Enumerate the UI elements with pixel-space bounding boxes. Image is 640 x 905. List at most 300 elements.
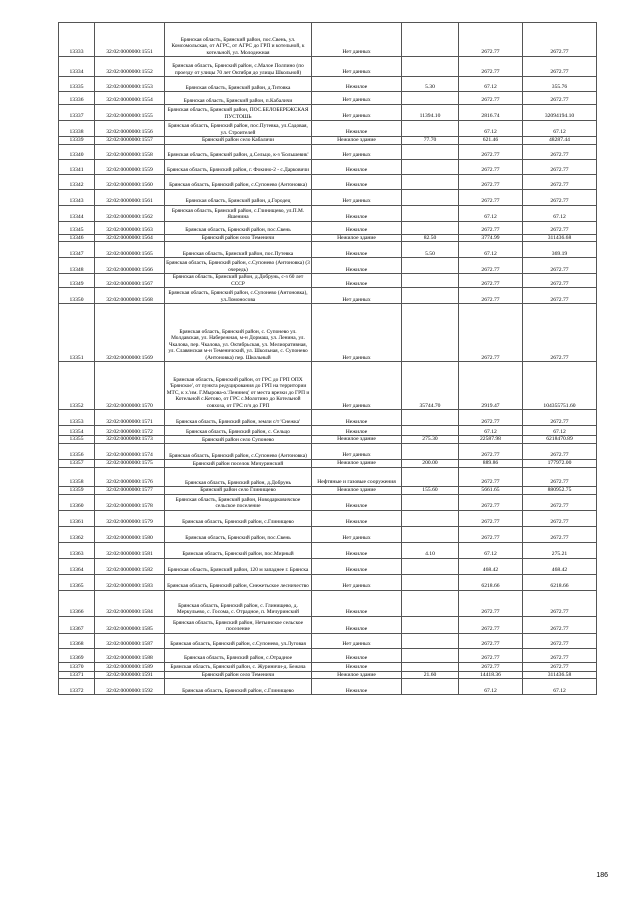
cell-addr: Брянская область, Брянский район, д.Сельцо, к-з 'Большевик' <box>165 144 312 159</box>
cell-total: 880952.75 <box>523 487 597 495</box>
cell-area: 5.50 <box>402 242 459 258</box>
cell-area <box>402 679 459 695</box>
cell-n: 13333 <box>59 23 95 57</box>
table-row <box>59 410 597 426</box>
cell-ks: 2672.77 <box>459 159 523 174</box>
cell-n: 13346 <box>59 234 95 242</box>
cell-total: 2672.77 <box>523 174 597 189</box>
cell-total: 2672.77 <box>523 258 597 274</box>
cell-addr: Брянская область, Брянский район, с.Глинищево, ул.П.М. Яшенина <box>165 205 312 221</box>
cell-addr: Брянская область, Брянский район, с.Глинищево <box>165 510 312 526</box>
property-table <box>58 22 597 695</box>
table-row <box>59 234 597 242</box>
cell-total: 67.12 <box>523 121 597 137</box>
table-row <box>59 487 597 495</box>
cell-code: 32:02:0000000:1580 <box>95 526 165 542</box>
cell-n: 13347 <box>59 242 95 258</box>
cell-n: 13344 <box>59 205 95 221</box>
cell-type: Нежилое <box>312 662 402 671</box>
table-row <box>59 574 597 590</box>
cell-area: 35744.70 <box>402 362 459 410</box>
cell-addr: Брянская область, Брянский район, с.Глинищево <box>165 679 312 695</box>
cell-total: 2672.77 <box>523 189 597 205</box>
cell-n: 13343 <box>59 189 95 205</box>
cell-n: 13371 <box>59 671 95 679</box>
cell-total: 2672.77 <box>523 616 597 633</box>
cell-type: Нежилое <box>312 121 402 137</box>
cell-ks: 2672.77 <box>459 616 523 633</box>
cell-area <box>402 510 459 526</box>
cell-ks: 2672.77 <box>459 23 523 57</box>
cell-area <box>402 221 459 234</box>
cell-total: 2672.77 <box>523 92 597 105</box>
cell-type: Нежилое здание <box>312 436 402 444</box>
cell-ks: 3774.99 <box>459 234 523 242</box>
cell-code: 32:02:0000000:1589 <box>95 662 165 671</box>
cell-total: 2672.77 <box>523 590 597 616</box>
cell-area <box>402 288 459 304</box>
cell-code: 32:02:0000000:1582 <box>95 558 165 574</box>
cell-area <box>402 616 459 633</box>
cell-n: 13341 <box>59 159 95 174</box>
cell-code: 32:02:0000000:1581 <box>95 542 165 558</box>
cell-total: 2672.77 <box>523 274 597 288</box>
cell-code: 32:02:0000000:1583 <box>95 574 165 590</box>
cell-ks: 67.12 <box>459 242 523 258</box>
cell-code: 32:02:0000000:1569 <box>95 304 165 362</box>
cell-ks: 2672.77 <box>459 510 523 526</box>
cell-total: 2672.77 <box>523 57 597 77</box>
cell-area: 200.00 <box>402 460 459 468</box>
cell-n: 13365 <box>59 574 95 590</box>
table-row <box>59 426 597 436</box>
cell-code: 32:02:0000000:1568 <box>95 288 165 304</box>
cell-ks: 889.86 <box>459 460 523 468</box>
cell-ks: 2672.77 <box>459 189 523 205</box>
cell-type: Нежилое здание <box>312 460 402 468</box>
table-row <box>59 444 597 460</box>
cell-addr: Брянская область, Брянский район, от ГРС до ГРП ОПХ 'Брянское', от пункта редуцирования до ГРП на территории МТС, к х.'им. Г.Мырова-о.'Ленинец' от места врезки до ГРП и Котельной с.Кетово, от ГРС с.Молотино до Котельной совхоза, от ГРС п/ч до ГРП <box>165 362 312 410</box>
table-row <box>59 494 597 510</box>
table-row <box>59 189 597 205</box>
cell-addr: Брянская область, Брянский район, с. Глинищево, д. Меркульево, с. Госома, с. Отрадное, п. Мичуринский <box>165 590 312 616</box>
table-row <box>59 57 597 77</box>
cell-n: 13352 <box>59 362 95 410</box>
page-number: 186 <box>596 872 608 879</box>
cell-ks: 5661.65 <box>459 487 523 495</box>
cell-n: 13361 <box>59 510 95 526</box>
cell-type: Нежилое <box>312 77 402 92</box>
cell-addr: Брянская область, Брянский район, с.Супонево (Антоновка) <box>165 444 312 460</box>
cell-total: 104355751.60 <box>523 362 597 410</box>
cell-code: 32:02:0000000:1579 <box>95 510 165 526</box>
cell-type: Нет данных <box>312 92 402 105</box>
table-row <box>59 679 597 695</box>
table-row <box>59 526 597 542</box>
cell-total: 67.12 <box>523 679 597 695</box>
cell-n: 13358 <box>59 468 95 487</box>
cell-type: Нет данных <box>312 288 402 304</box>
cell-ks: 2672.77 <box>459 92 523 105</box>
table-row <box>59 468 597 487</box>
cell-code: 32:02:0000000:1561 <box>95 189 165 205</box>
cell-type: Нежилое <box>312 558 402 574</box>
cell-n: 13349 <box>59 274 95 288</box>
cell-addr: Брянская область, Брянский район, пос.Путевка <box>165 242 312 258</box>
document-sheet <box>58 22 596 695</box>
cell-addr: Брянская область, Брянский район, с. Журиничи-д. Бежача <box>165 662 312 671</box>
cell-type: Нежилое <box>312 242 402 258</box>
cell-ks: 2672.77 <box>459 468 523 487</box>
cell-area <box>402 662 459 671</box>
cell-addr: Брянская область, Брянский район, с.Супонево (Антоновка) <box>165 174 312 189</box>
table-row <box>59 648 597 662</box>
cell-type: Нежилое <box>312 494 402 510</box>
cell-type: Нет данных <box>312 105 402 121</box>
cell-type: Нет данных <box>312 23 402 57</box>
cell-total: 311436.68 <box>523 234 597 242</box>
table-row <box>59 258 597 274</box>
cell-code: 32:02:0000000:1585 <box>95 616 165 633</box>
cell-total: 2672.77 <box>523 662 597 671</box>
cell-total: 2672.77 <box>523 648 597 662</box>
table-row <box>59 590 597 616</box>
cell-code: 32:02:0000000:1564 <box>95 234 165 242</box>
table-row <box>59 671 597 679</box>
cell-type: Нежилое <box>312 410 402 426</box>
cell-n: 13353 <box>59 410 95 426</box>
cell-n: 13348 <box>59 258 95 274</box>
table-row <box>59 105 597 121</box>
cell-ks: 2672.77 <box>459 526 523 542</box>
cell-code: 32:02:0000000:1577 <box>95 487 165 495</box>
cell-code: 32:02:0000000:1559 <box>95 159 165 174</box>
cell-code: 32:02:0000000:1572 <box>95 426 165 436</box>
cell-ks: 6218.66 <box>459 574 523 590</box>
cell-type: Нет данных <box>312 526 402 542</box>
cell-type: Нежилое <box>312 205 402 221</box>
table-row <box>59 633 597 648</box>
cell-total: 2672.77 <box>523 510 597 526</box>
cell-code: 32:02:0000000:1588 <box>95 648 165 662</box>
cell-area: 5.30 <box>402 77 459 92</box>
cell-area: 275.30 <box>402 436 459 444</box>
cell-type: Нежилое здание <box>312 671 402 679</box>
cell-addr: Брянский район село Глинищево <box>165 487 312 495</box>
cell-area: 4.10 <box>402 542 459 558</box>
cell-addr: Брянская область, Брянский район, ПОС.БЕЛОБЕРЕЖСКАЯ ПУСТОШЬ <box>165 105 312 121</box>
cell-ks: 2672.77 <box>459 258 523 274</box>
cell-total: 369.19 <box>523 242 597 258</box>
table-row <box>59 616 597 633</box>
cell-total: 2672.77 <box>523 221 597 234</box>
cell-area: 82.50 <box>402 234 459 242</box>
cell-code: 32:02:0000000:1573 <box>95 436 165 444</box>
cell-code: 32:02:0000000:1591 <box>95 671 165 679</box>
cell-type: Нет данных <box>312 304 402 362</box>
cell-addr: Брянская область, Брянский район, с.Супонево (Антоновка), ул.Ломоносова <box>165 288 312 304</box>
cell-n: 13364 <box>59 558 95 574</box>
table-row <box>59 242 597 258</box>
cell-code: 32:02:0000000:1551 <box>95 23 165 57</box>
cell-code: 32:02:0000000:1587 <box>95 633 165 648</box>
cell-code: 32:02:0000000:1574 <box>95 444 165 460</box>
cell-area <box>402 304 459 362</box>
cell-total: 355.76 <box>523 77 597 92</box>
cell-addr: Брянский район село Теменичи <box>165 671 312 679</box>
cell-code: 32:02:0000000:1592 <box>95 679 165 695</box>
cell-area <box>402 633 459 648</box>
cell-n: 13351 <box>59 304 95 362</box>
cell-ks: 67.12 <box>459 426 523 436</box>
cell-ks: 67.12 <box>459 542 523 558</box>
table-row <box>59 159 597 174</box>
cell-code: 32:02:0000000:1567 <box>95 274 165 288</box>
cell-addr: Брянская область, Брянский район, пос.Путевка, ул.Садовая, ул. Строителей <box>165 121 312 137</box>
cell-total: 2672.77 <box>523 526 597 542</box>
cell-total: 2672.77 <box>523 288 597 304</box>
table-row <box>59 174 597 189</box>
cell-ks: 468.42 <box>459 558 523 574</box>
cell-addr: Брянская область, Брянский район, земли с/т 'Снежка' <box>165 410 312 426</box>
cell-total: 2672.77 <box>523 144 597 159</box>
cell-area: 21.60 <box>402 671 459 679</box>
cell-addr: Брянская область, Брянский район, Снежетьское лесничество <box>165 574 312 590</box>
cell-n: 13356 <box>59 444 95 460</box>
table-row <box>59 304 597 362</box>
table-row <box>59 362 597 410</box>
cell-area <box>402 189 459 205</box>
table-row <box>59 460 597 468</box>
cell-ks: 621.46 <box>459 137 523 145</box>
cell-total: 177972.00 <box>523 460 597 468</box>
cell-code: 32:02:0000000:1552 <box>95 57 165 77</box>
cell-n: 13359 <box>59 487 95 495</box>
cell-type: Нежилое <box>312 590 402 616</box>
cell-addr: Брянская область, Брянский район, д.Добрунь, с-з 60 лет СССР <box>165 274 312 288</box>
cell-type: Нет данных <box>312 574 402 590</box>
cell-ks: 2672.77 <box>459 662 523 671</box>
cell-n: 13338 <box>59 121 95 137</box>
cell-addr: Брянская область, Брянский район, д.Городец <box>165 189 312 205</box>
cell-code: 32:02:0000000:1570 <box>95 362 165 410</box>
cell-addr: Брянская область, Брянский район, д.Титовка <box>165 77 312 92</box>
cell-ks: 2672.77 <box>459 288 523 304</box>
cell-code: 32:02:0000000:1556 <box>95 121 165 137</box>
cell-total: 2672.77 <box>523 410 597 426</box>
cell-addr: Брянская область, Брянский район, Нетьинское сельское поселение <box>165 616 312 633</box>
cell-n: 13368 <box>59 633 95 648</box>
cell-total: 32094194.10 <box>523 105 597 121</box>
cell-addr: Брянская область, Брянский район, с. Сельцо <box>165 426 312 436</box>
cell-type: Нежилое здание <box>312 137 402 145</box>
cell-code: 32:02:0000000:1558 <box>95 144 165 159</box>
cell-ks: 2672.77 <box>459 221 523 234</box>
cell-ks: 67.12 <box>459 679 523 695</box>
cell-addr: Брянский район село Супонево <box>165 436 312 444</box>
cell-n: 13342 <box>59 174 95 189</box>
table-row <box>59 205 597 221</box>
cell-area <box>402 205 459 221</box>
cell-ks: 2672.77 <box>459 144 523 159</box>
cell-area <box>402 258 459 274</box>
cell-n: 13363 <box>59 542 95 558</box>
cell-total: 2672.77 <box>523 468 597 487</box>
cell-type: Нет данных <box>312 144 402 159</box>
cell-addr: Брянская область, Брянский район, с.Супонево, ул.Луговая <box>165 633 312 648</box>
table-row <box>59 288 597 304</box>
cell-type: Нежилое <box>312 174 402 189</box>
table-row <box>59 121 597 137</box>
cell-n: 13345 <box>59 221 95 234</box>
cell-n: 13336 <box>59 92 95 105</box>
cell-type: Нежилое <box>312 159 402 174</box>
cell-type: Нежилое <box>312 616 402 633</box>
cell-code: 32:02:0000000:1555 <box>95 105 165 121</box>
cell-area <box>402 410 459 426</box>
table-row <box>59 92 597 105</box>
cell-addr: Брянская область, Брянский район, п.Кабаличи <box>165 92 312 105</box>
cell-total: 311436.58 <box>523 671 597 679</box>
cell-addr: Брянский район село Кабаличи <box>165 137 312 145</box>
cell-ks: 2672.77 <box>459 57 523 77</box>
cell-area: 77.70 <box>402 137 459 145</box>
cell-area <box>402 468 459 487</box>
cell-area: 11394.10 <box>402 105 459 121</box>
cell-addr: Брянская область, Брянский район, 120 м западнее г. Брянска <box>165 558 312 574</box>
cell-n: 13370 <box>59 662 95 671</box>
cell-area <box>402 426 459 436</box>
cell-type: Нежилое <box>312 510 402 526</box>
cell-n: 13339 <box>59 137 95 145</box>
cell-n: 13367 <box>59 616 95 633</box>
cell-area <box>402 590 459 616</box>
cell-ks: 2672.77 <box>459 648 523 662</box>
cell-type: Нежилое здание <box>312 487 402 495</box>
cell-area <box>402 144 459 159</box>
table-row <box>59 274 597 288</box>
cell-addr: Брянский район поселок Мичуринский <box>165 460 312 468</box>
cell-ks: 67.12 <box>459 121 523 137</box>
cell-area <box>402 526 459 542</box>
table-row <box>59 510 597 526</box>
cell-ks: 2672.77 <box>459 494 523 510</box>
cell-n: 13366 <box>59 590 95 616</box>
table-row <box>59 558 597 574</box>
cell-n: 13360 <box>59 494 95 510</box>
cell-area <box>402 23 459 57</box>
cell-area <box>402 574 459 590</box>
cell-total: 275.21 <box>523 542 597 558</box>
cell-addr: Брянская область, Брянский район, пос.Мирный <box>165 542 312 558</box>
cell-code: 32:02:0000000:1571 <box>95 410 165 426</box>
table-row <box>59 662 597 671</box>
cell-type: Нежилое <box>312 648 402 662</box>
cell-n: 13355 <box>59 436 95 444</box>
cell-n: 13372 <box>59 679 95 695</box>
cell-code: 32:02:0000000:1554 <box>95 92 165 105</box>
cell-type: Нежилое <box>312 542 402 558</box>
cell-n: 13335 <box>59 77 95 92</box>
cell-total: 468.42 <box>523 558 597 574</box>
cell-ks: 2919.47 <box>459 362 523 410</box>
cell-type: Нет данных <box>312 57 402 77</box>
cell-ks: 67.12 <box>459 77 523 92</box>
cell-n: 13340 <box>59 144 95 159</box>
cell-type: Нежилое здание <box>312 234 402 242</box>
cell-area <box>402 558 459 574</box>
table-row <box>59 137 597 145</box>
cell-addr: Брянская область, Брянский район, с.Супонево (Антоновка) (3 очередь) <box>165 258 312 274</box>
cell-total: 67.12 <box>523 426 597 436</box>
cell-type: Нежилое <box>312 221 402 234</box>
cell-ks: 2672.77 <box>459 174 523 189</box>
cell-ks: 2672.77 <box>459 444 523 460</box>
cell-area <box>402 444 459 460</box>
cell-total: 2672.77 <box>523 304 597 362</box>
cell-n: 13369 <box>59 648 95 662</box>
cell-n: 13362 <box>59 526 95 542</box>
cell-addr: Брянская область, Брянский район, Новодарковичское сельское поселение <box>165 494 312 510</box>
cell-total: 2672.77 <box>523 23 597 57</box>
cell-type: Нет данных <box>312 189 402 205</box>
cell-ks: 2672.77 <box>459 304 523 362</box>
cell-area <box>402 274 459 288</box>
cell-code: 32:02:0000000:1560 <box>95 174 165 189</box>
cell-type: Нежилое <box>312 679 402 695</box>
cell-code: 32:02:0000000:1553 <box>95 77 165 92</box>
cell-type: Нежилое <box>312 274 402 288</box>
cell-ks: 2672.77 <box>459 633 523 648</box>
cell-area <box>402 92 459 105</box>
cell-addr: Брянская область, Брянский район, с.Малое Полпино (по проезду от улицы 70 лет Октября до улицы Школьной) <box>165 57 312 77</box>
cell-total: 2672.77 <box>523 494 597 510</box>
cell-ks: 2672.77 <box>459 590 523 616</box>
cell-area <box>402 121 459 137</box>
cell-total: 2672.77 <box>523 444 597 460</box>
cell-type: Нет данных <box>312 633 402 648</box>
cell-ks: 2672.77 <box>459 410 523 426</box>
table-row <box>59 436 597 444</box>
cell-area <box>402 648 459 662</box>
cell-addr: Брянская область, Брянский район, с.Отрадное <box>165 648 312 662</box>
cell-total: 2672.77 <box>523 633 597 648</box>
cell-area <box>402 159 459 174</box>
cell-addr: Брянская область, Брянский район, пос.Свень <box>165 526 312 542</box>
cell-total: 6218470.89 <box>523 436 597 444</box>
cell-addr: Брянская область, Брянский район, пос.Свень, ул. Комсомольская, от АГРС, от АГРС до ГРП и котельной, к котельной, ул. Молодежная <box>165 23 312 57</box>
cell-ks: 67.12 <box>459 205 523 221</box>
cell-code: 32:02:0000000:1557 <box>95 137 165 145</box>
cell-code: 32:02:0000000:1576 <box>95 468 165 487</box>
cell-code: 32:02:0000000:1578 <box>95 494 165 510</box>
cell-ks: 22587.98 <box>459 436 523 444</box>
cell-total: 6218.66 <box>523 574 597 590</box>
cell-area <box>402 57 459 77</box>
cell-addr: Брянская область, Брянский район, д.Добрунь <box>165 468 312 487</box>
cell-type: Нет данных <box>312 444 402 460</box>
table-row <box>59 77 597 92</box>
cell-type: Нежилое <box>312 258 402 274</box>
cell-code: 32:02:0000000:1575 <box>95 460 165 468</box>
table-row <box>59 23 597 57</box>
cell-area: 155.60 <box>402 487 459 495</box>
cell-n: 13334 <box>59 57 95 77</box>
cell-area <box>402 174 459 189</box>
cell-ks: 2672.77 <box>459 274 523 288</box>
table-row <box>59 221 597 234</box>
cell-n: 13350 <box>59 288 95 304</box>
